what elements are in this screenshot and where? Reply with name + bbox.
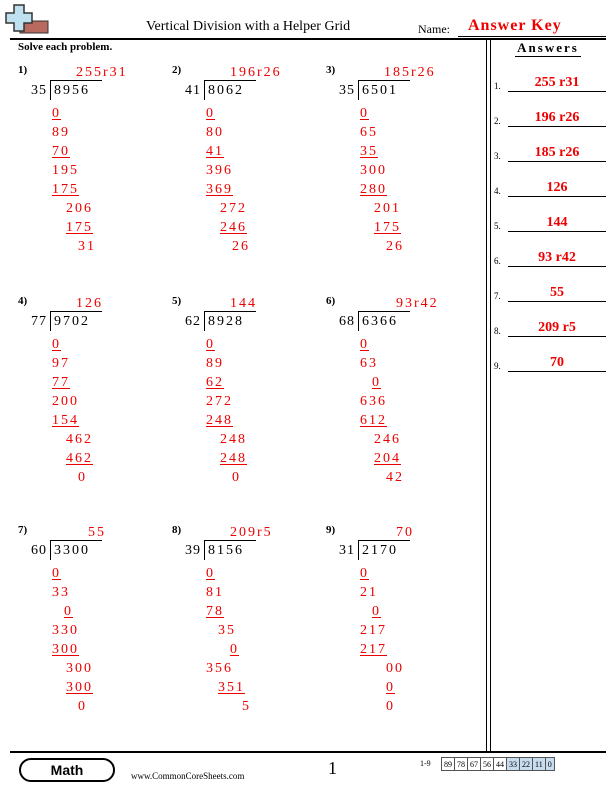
- work-step: 63: [360, 356, 378, 371]
- work-step: 330: [52, 623, 79, 638]
- divisor: 62: [185, 314, 201, 329]
- work-step: 272: [206, 394, 233, 409]
- work-step: 26: [232, 239, 250, 254]
- work-step: 0: [52, 566, 61, 581]
- work-step: 35: [360, 144, 378, 159]
- work-step: 0: [206, 106, 215, 121]
- work-step: 0: [78, 699, 87, 714]
- work-step: 0: [206, 337, 215, 352]
- answer-rule: [508, 301, 606, 302]
- score-cell: 33: [507, 758, 520, 771]
- instructions: Solve each problem.: [18, 41, 113, 53]
- work-step: 21: [360, 585, 378, 600]
- dividend: 2170: [362, 543, 398, 558]
- work-step: 248: [220, 432, 247, 447]
- quotient: 55: [88, 525, 106, 540]
- page-number: 1: [328, 758, 337, 778]
- work-step: 0: [232, 470, 241, 485]
- division-problem: [18, 524, 168, 734]
- name-label: Name:: [418, 22, 450, 36]
- work-step: 0: [52, 106, 61, 121]
- answer-item: [494, 107, 606, 127]
- answer-number: 7.: [494, 291, 501, 301]
- work-step: 77: [52, 375, 70, 390]
- answer-item: [494, 142, 606, 162]
- work-step: 369: [206, 182, 233, 197]
- work-step: 0: [206, 566, 215, 581]
- quotient: 209r5: [230, 525, 273, 540]
- work-step: 356: [206, 661, 233, 676]
- divisor: 68: [339, 314, 355, 329]
- problem-number: 5): [172, 295, 182, 307]
- work-step: 300: [66, 661, 93, 676]
- work-step: 248: [206, 413, 233, 428]
- quotient: 144: [230, 296, 257, 311]
- dividend: 8928: [208, 314, 244, 329]
- answer-item: [494, 352, 606, 372]
- work-step: 31: [78, 239, 96, 254]
- work-step: 00: [386, 661, 404, 676]
- answer-value: 70: [550, 355, 564, 370]
- work-step: 175: [66, 220, 93, 235]
- problem-number: 1): [18, 64, 28, 76]
- division-problem: [326, 64, 476, 274]
- work-step: 280: [360, 182, 387, 197]
- answer-rule: [508, 371, 606, 372]
- name-line: [458, 36, 606, 37]
- answer-rule: [508, 266, 606, 267]
- work-step: 636: [360, 394, 387, 409]
- work-step: 204: [374, 451, 401, 466]
- division-problem: [326, 295, 476, 505]
- answer-rule: [508, 161, 606, 162]
- division-problem: [172, 524, 322, 734]
- work-step: 248: [220, 451, 247, 466]
- score-cell: 56: [481, 758, 494, 771]
- answer-item: [494, 212, 606, 232]
- answer-item: [494, 72, 606, 92]
- score-cell: 67: [468, 758, 481, 771]
- work-step: 0: [386, 680, 395, 695]
- answer-rule: [508, 126, 606, 127]
- answer-rule: [508, 231, 606, 232]
- dividend: 3300: [54, 543, 90, 558]
- dividend: 6501: [362, 83, 398, 98]
- work-step: 351: [218, 680, 245, 695]
- work-step: 0: [372, 375, 381, 390]
- work-step: 81: [206, 585, 224, 600]
- work-step: 612: [360, 413, 387, 428]
- dividend: 8062: [208, 83, 244, 98]
- score-table: [441, 757, 555, 771]
- answer-value: 55: [550, 285, 564, 300]
- answer-number: 2.: [494, 116, 501, 126]
- work-step: 246: [220, 220, 247, 235]
- work-step: 175: [52, 182, 79, 197]
- work-step: 217: [360, 623, 387, 638]
- work-step: 206: [66, 201, 93, 216]
- score-cell: 22: [520, 758, 533, 771]
- work-step: 70: [52, 144, 70, 159]
- work-step: 62: [206, 375, 224, 390]
- score-cell: 78: [455, 758, 468, 771]
- divisor: 35: [339, 83, 355, 98]
- work-step: 462: [66, 451, 93, 466]
- divisor: 77: [31, 314, 47, 329]
- divisor: 41: [185, 83, 201, 98]
- name-value: Answer Key: [468, 17, 562, 34]
- quotient: 185r26: [384, 65, 436, 80]
- work-step: 26: [386, 239, 404, 254]
- work-step: 200: [52, 394, 79, 409]
- answer-value: 93 r42: [538, 250, 576, 265]
- work-step: 217: [360, 642, 387, 657]
- answer-value: 144: [546, 215, 568, 230]
- score-cell: 11: [533, 758, 546, 771]
- work-step: 272: [220, 201, 247, 216]
- work-step: 175: [374, 220, 401, 235]
- work-step: 154: [52, 413, 79, 428]
- answer-number: 8.: [494, 326, 501, 336]
- score-cell: 0: [545, 758, 554, 771]
- work-step: 300: [360, 163, 387, 178]
- work-step: 5: [242, 699, 251, 714]
- work-step: 0: [360, 106, 369, 121]
- division-problem: [172, 64, 322, 274]
- work-step: 78: [206, 604, 224, 619]
- work-step: 462: [66, 432, 93, 447]
- work-step: 0: [386, 699, 395, 714]
- answer-number: 6.: [494, 256, 501, 266]
- answer-number: 3.: [494, 151, 501, 161]
- answer-rule: [508, 336, 606, 337]
- divisor: 31: [339, 543, 355, 558]
- work-step: 80: [206, 125, 224, 140]
- work-step: 89: [206, 356, 224, 371]
- answer-value: 196 r26: [534, 110, 580, 125]
- work-step: 0: [52, 337, 61, 352]
- answer-value: 255 r31: [534, 75, 580, 90]
- work-step: 0: [64, 604, 73, 619]
- work-step: 300: [52, 642, 79, 657]
- work-step: 0: [372, 604, 381, 619]
- work-step: 300: [66, 680, 93, 695]
- work-step: 65: [360, 125, 378, 140]
- work-step: 201: [374, 201, 401, 216]
- divisor: 39: [185, 543, 201, 558]
- quotient: 70: [396, 525, 414, 540]
- column-divider: [490, 38, 491, 751]
- work-step: 89: [52, 125, 70, 140]
- work-step: 0: [230, 642, 239, 657]
- work-step: 0: [360, 566, 369, 581]
- page-title: Vertical Division with a Helper Grid: [146, 19, 351, 34]
- answer-item: [494, 317, 606, 337]
- dividend: 8156: [208, 543, 244, 558]
- problem-number: 2): [172, 64, 182, 76]
- answer-value: 126: [546, 180, 568, 195]
- problem-number: 6): [326, 295, 336, 307]
- answer-number: 5.: [494, 221, 501, 231]
- answer-item: [494, 282, 606, 302]
- problem-number: 9): [326, 524, 336, 536]
- division-problem: [18, 64, 168, 274]
- plus-logo-icon: [4, 3, 50, 39]
- work-step: 42: [386, 470, 404, 485]
- quotient: 93r42: [396, 296, 439, 311]
- quotient: 126: [76, 296, 103, 311]
- division-problem: [172, 295, 322, 505]
- answers-header: [490, 38, 606, 62]
- work-step: 0: [360, 337, 369, 352]
- score-label: 1-9: [420, 759, 431, 768]
- answer-rule: [508, 91, 606, 92]
- quotient: 255r31: [76, 65, 128, 80]
- footer-rule: [10, 751, 606, 753]
- division-problem: [18, 295, 168, 505]
- quotient: 196r26: [230, 65, 282, 80]
- score-cell: 44: [494, 758, 507, 771]
- dividend: 6366: [362, 314, 398, 329]
- answer-number: 1.: [494, 81, 501, 91]
- answer-value: 185 r26: [534, 145, 580, 160]
- answer-value: 209 r5: [538, 320, 576, 335]
- dividend: 9702: [54, 314, 90, 329]
- work-step: 246: [374, 432, 401, 447]
- site-url: www.CommonCoreSheets.com: [131, 771, 245, 781]
- problem-number: 4): [18, 295, 28, 307]
- work-step: 0: [78, 470, 87, 485]
- work-step: 35: [218, 623, 236, 638]
- division-problem: [326, 524, 476, 734]
- answer-rule: [508, 196, 606, 197]
- subject-badge: Math: [19, 758, 115, 782]
- answers-header-label: Answers: [517, 40, 579, 55]
- problem-number: 3): [326, 64, 336, 76]
- answer-item: [494, 177, 606, 197]
- column-divider: [486, 38, 487, 751]
- work-step: 97: [52, 356, 70, 371]
- problem-number: 7): [18, 524, 28, 536]
- divisor: 60: [31, 543, 47, 558]
- answer-number: 9.: [494, 361, 501, 371]
- work-step: 41: [206, 144, 224, 159]
- answer-item: [494, 247, 606, 267]
- dividend: 8956: [54, 83, 90, 98]
- score-cell: 89: [442, 758, 455, 771]
- answer-number: 4.: [494, 186, 501, 196]
- problem-number: 8): [172, 524, 182, 536]
- work-step: 195: [52, 163, 79, 178]
- work-step: 33: [52, 585, 70, 600]
- work-step: 396: [206, 163, 233, 178]
- divisor: 35: [31, 83, 47, 98]
